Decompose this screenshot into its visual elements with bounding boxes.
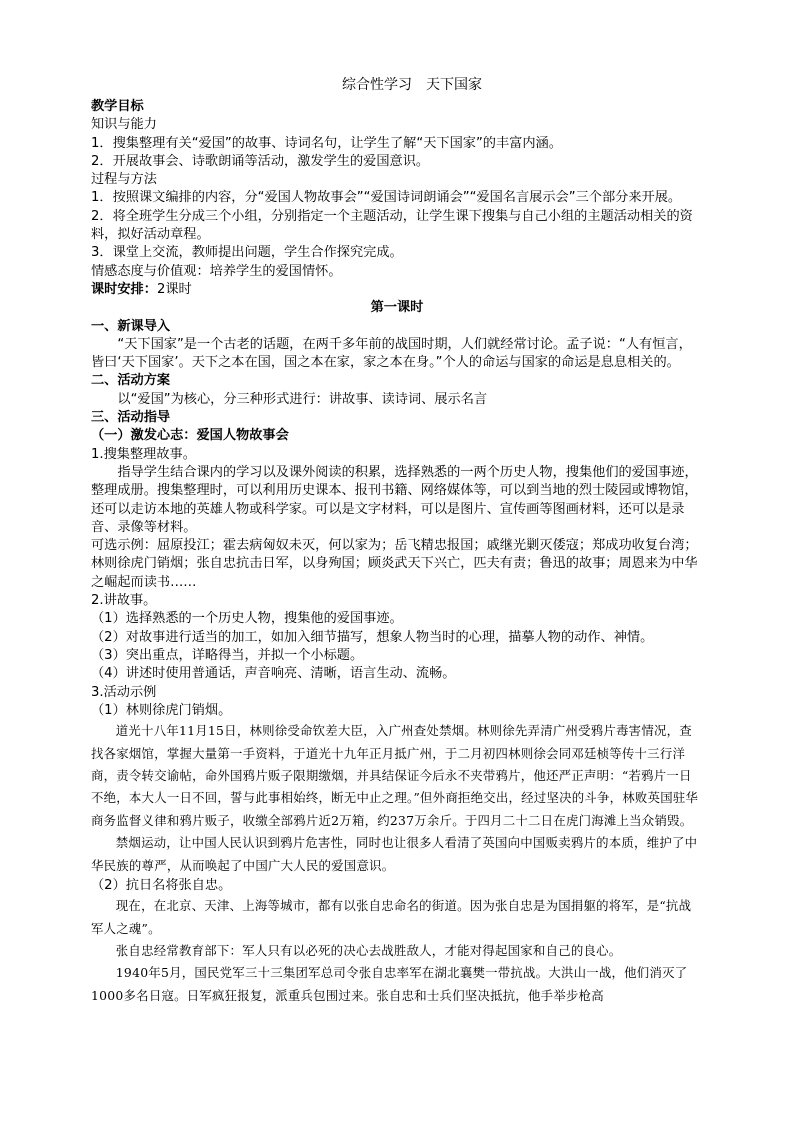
example-paragraph: 道光十八年11月15日，林则徐受命钦差大臣，入广州查处禁烟。林则徐先弄清广州受鸦片毒害情况，查找各家烟馆，掌握大量第一手资料，于道光十九年正月抵广州，于二月初四林则徐会同邓廷桢等传十三行洋商，责令转交谕帖，命外国鸦片贩子限期缴烟，并具结保证今后永不夹带鸦片，他还严正声明：“若鸦片一日不绝，本大人一日不回，誓与此事相始终，断无中止之理。”但外商拒绝交出，经过坚决的斗争，林败英国驻华商务监督义律和鸦片贩子，收缴全部鸦片近2万箱，约237万余斤。于四月二十二日在虎门海滩上当众销毁。 [91, 723, 699, 828]
goals-heading: 教学目标 [91, 99, 144, 114]
step-paragraph: 指导学生结合课内的学习以及课外阅读的积累，选择熟悉的一两个历史人物，搜集他们的爱国事迹，整理成册。搜集整理时，可以利用历史课本、报刊书籍、网络媒体等，可以到当地的烈士陵园或博物馆，还可以走访本地的英雄人物或科学家。可以是文字材料，可以是图片、宣传画等图画材料，还可以是录音、录像等材料。 [91, 464, 698, 535]
intro-paragraph: “天下国家”是一个古老的话题，在两千多年前的战国时期，人们就经常讨论。孟子说：“人有恒言，皆曰‘天下国家’。天下之本在国，国之本在家，家之本在身。”个人的命运与国家的命运是息息相关的。 [91, 336, 692, 371]
knowledge-item: 1．搜集整理有关“爱国”的故事、诗词名句，让学生了解“天下国家”的丰富内涵。 [91, 135, 562, 151]
step-heading: 1.搜集整理故事。 [91, 446, 196, 462]
class-hours-value: 2课时 [156, 281, 192, 297]
section-heading: 三、活动指导 [91, 410, 171, 426]
step-item: （2）对故事进行适当的加工，如加入细节描写，想象人物当时的心理，描摹人物的动作、神情。 [91, 629, 654, 645]
example-paragraph: 张自忠经常教育部下：军人只有以必死的决心去战胜敌人，才能对得起国家和自己的良心。 [115, 943, 622, 959]
step-heading: 2.讲故事。 [91, 593, 157, 609]
knowledge-heading: 知识与能力 [91, 117, 157, 133]
example-paragraph: 禁烟运动，让中国人民认识到鸦片危害性，同时也让很多人看清了英国向中国贩卖鸦片的本质，维护了中华民族的尊严，从而唤起了中国广大人民的爱国意识。 [91, 835, 698, 873]
examples-line: 林则徐虎门销烟；张自忠抗击日军，以身殉国；顾炎武天下兴亡，匹夫有责；鲁迅的故事；周恩来为中华之崛起而读书…… [91, 556, 698, 590]
example-paragraph: 现在，在北京、天津、上海等城市，都有以张自忠命名的街道。因为张自忠是为国捐躯的将军，是“抗战军人之魂”。 [91, 898, 692, 936]
example-heading: （1）林则徐虎门销烟。 [91, 702, 232, 718]
examples-line: 可选示例：屈原投江；霍去病匈奴未灭，何以家为；岳飞精忠报国；戚继光剿灭倭寇；郑成功收复台湾； [91, 538, 698, 554]
step-item: （4）讲述时使用普通话，声音响亮、清晰，语言生动、流畅。 [91, 666, 456, 682]
step-heading: 3.活动示例 [91, 684, 157, 700]
emotion-goal: 情感态度与价值观：培养学生的爱国情怀。 [91, 263, 342, 279]
section-heading: 一、新课导入 [91, 318, 171, 334]
subsection-heading: （一）激发心志：爱国人物故事会 [91, 428, 289, 444]
step-item: （3）突出重点，详略得当，并拟一个小标题。 [91, 647, 364, 663]
class-hours-label: 课时安排： [91, 281, 157, 297]
plan-paragraph: 以“爱国”为核心，分三种形式进行：讲故事、读诗词、展示名言 [117, 391, 488, 407]
step-item: （1）选择熟悉的一个历史人物，搜集他的爱国事迹。 [91, 611, 403, 627]
lesson-heading: 第一课时 [370, 300, 424, 316]
class-hours [91, 281, 703, 299]
example-heading: （2）抗日名将张自忠。 [91, 877, 232, 893]
example-paragraph: 1940年5月，国民党军三十三集团军总司令张自忠率军在湖北襄樊一带抗战。大洪山一战，他们消灭了1000多名日寇。日军疯狂报复，派重兵包围过来。张自忠和士兵们坚决抵抗，他手举步枪高 [91, 965, 688, 1003]
page-title: 综合性学习 天下国家 [342, 77, 482, 93]
process-item: 3．课堂上交流，教师提出问题，学生合作探究完成。 [91, 245, 403, 261]
document-page [91, 76, 703, 1007]
process-item: 2．将全班学生分成三个小组，分别指定一个主题活动，让学生课下搜集与自己小组的主题活动相关的资料，拟好活动章程。 [91, 208, 693, 243]
section-heading: 二、活动方案 [91, 373, 171, 389]
process-item: 1．按照课文编排的内容，分“爱国人物故事会”“爱国诗词朗诵会”“爱国名言展示会”三个部分来开展。 [91, 190, 682, 206]
process-heading: 过程与方法 [91, 172, 157, 188]
knowledge-item: 2．开展故事会、诗歌朗诵等活动，激发学生的爱国意识。 [91, 153, 430, 169]
